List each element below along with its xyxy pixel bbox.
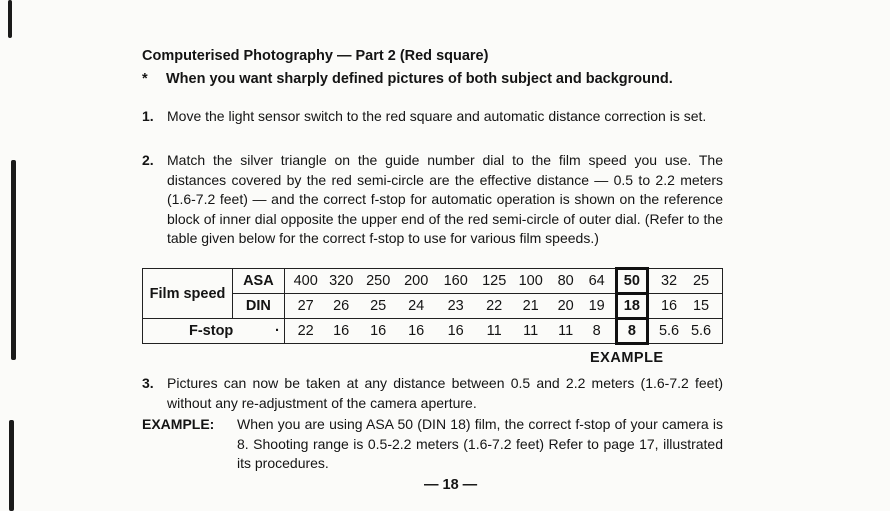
table-cell-value: 11 (558, 323, 574, 339)
step-text: Match the silver triangle on the guide number dial to the film speed you use. The distances covered by the red semi-circle are the effective distance — 0.5 to 2.2 meters (1.6-7.2 feet) — and the correct f-stop for automatic operation is shown on the reference block of inner dial opposite the upper end of the red semi-circle of outer dial. (Refer to the table given below for the correct f-stop to use for various film speeds.) (167, 152, 723, 246)
example-caption: EXAMPLE (590, 350, 664, 366)
table-cell-value: 22 (297, 323, 314, 339)
step-number: 2. (142, 152, 154, 168)
table-cell-value: 100 (518, 273, 543, 289)
table-cell-value: 80 (557, 273, 574, 289)
step-number: 3. (142, 375, 154, 391)
fstop-label: F-stop (189, 323, 234, 339)
table-cell-value: 23 (447, 298, 464, 314)
binding-edge-mark (8, 0, 12, 38)
example-text: When you are using ASA 50 (DIN 18) film, the correct f-stop of your camera is 8. Shooting range is 0.5-2.2 meters (1.6-7.2 feet) Refer to page 17, illustrated its procedures. (237, 416, 723, 471)
table-cell-value: 26 (333, 298, 350, 314)
step-1 (142, 107, 723, 127)
fstop-label-cell (143, 319, 285, 344)
table-cell-value: 22 (486, 298, 503, 314)
table-cell-value: 19 (588, 298, 605, 314)
table-cell-value: 11 (486, 323, 502, 339)
page-number: — 18 — (424, 477, 478, 493)
table-cell-value: 32 (660, 273, 678, 289)
table-cell-value: 16 (370, 323, 387, 339)
table-cell-value: 24 (408, 298, 425, 314)
table-cell-value: 11 (523, 323, 539, 339)
table-cell-value: 16 (333, 323, 350, 339)
asa-label: ASA (233, 269, 285, 294)
fstop-row (143, 319, 723, 344)
highlight-fstop: 8 (616, 319, 647, 344)
binding-edge-mark (9, 420, 14, 511)
section-title: Computerised Photography — Part 2 (Red square) (142, 48, 489, 64)
asa-values (284, 269, 616, 294)
table-cell-value: 125 (482, 273, 507, 289)
fstop-values (284, 319, 616, 344)
table-cell-value: 400 (293, 273, 318, 289)
table-cell-value: 20 (557, 298, 574, 314)
table-cell-value: 200 (404, 273, 429, 289)
film-speed-table (142, 267, 723, 345)
highlight-asa: 50 (616, 269, 647, 294)
bullet-marker: * (142, 71, 148, 87)
fstop-after-values (648, 319, 723, 344)
table-cell-value: 27 (297, 298, 314, 314)
asa-after-values (648, 269, 723, 294)
table-cell-value: 21 (522, 298, 539, 314)
table-cell-value: 16 (447, 323, 464, 339)
table-cell-value: 64 (588, 273, 605, 289)
step-2 (142, 151, 723, 249)
table-cell-value: 320 (329, 273, 354, 289)
din-after-values (648, 294, 723, 319)
table-cell-value: 250 (366, 273, 391, 289)
din-label: DIN (233, 294, 285, 319)
bullet-note (142, 71, 673, 87)
binding-edge-mark (11, 160, 16, 360)
table-cell-value: 15 (692, 298, 710, 314)
table-cell-value: 16 (660, 298, 678, 314)
din-values (284, 294, 616, 319)
table-cell-value: 25 (370, 298, 387, 314)
table-cell-value: 8 (592, 323, 601, 339)
fstop-dot: · (275, 323, 280, 339)
table-cell-value: 16 (408, 323, 425, 339)
film-speed-label: Film speed (143, 269, 233, 319)
table-cell-value: 5.6 (658, 323, 680, 339)
bullet-text: When you want sharply defined pictures of both subject and background. (166, 71, 673, 87)
step-text: Move the light sensor switch to the red square and automatic distance correction is set. (167, 108, 707, 124)
step-text: Pictures can now be taken at any distance between 0.5 and 2.2 meters (1.6-7.2 feet) without any re-adjustment of the camera aperture. (167, 375, 723, 411)
example-label: EXAMPLE: (142, 416, 215, 432)
table-cell-value: 160 (443, 273, 468, 289)
table-cell-value: 5.6 (690, 323, 712, 339)
highlight-din: 18 (616, 294, 647, 319)
asa-row (143, 269, 723, 294)
table-cell-value: 25 (692, 273, 710, 289)
example-block (142, 415, 723, 474)
step-number: 1. (142, 108, 154, 124)
step-3 (142, 374, 723, 413)
